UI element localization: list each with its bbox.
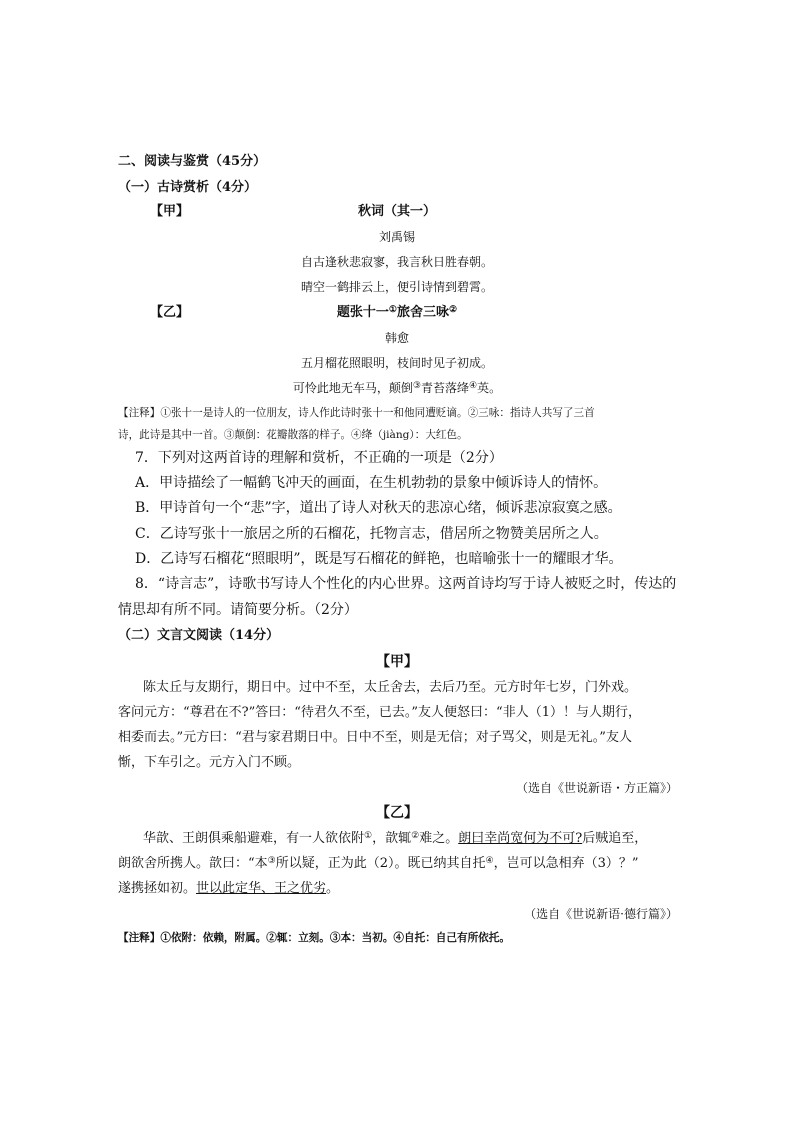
poem-notes-line-2: 诗，此诗是其中一首。③颠倒：花瓣散落的样子。④绛（jiàng）：大红色。 <box>118 429 468 441</box>
text-a-line-1: 陈太丘与友期行，期日中。过中不至，太丘舍去，去后乃至。元方时年七岁，门外戏。 <box>143 680 638 695</box>
text-b-source: （选自《世说新语·德行篇》） <box>524 907 678 921</box>
poem-a-author: 刘禹锡 <box>378 230 415 244</box>
poem-a-tag: 【甲】 <box>150 204 190 219</box>
part2-heading: （二）文言文阅读（14分） <box>118 628 280 643</box>
poem-b-author: 韩愈 <box>384 331 409 345</box>
text-b-line-1: 华歆、王朗俱乘船避难，有一人欲依附①，歆辄②难之。朗曰幸尚宽何为不可?后贼追至， <box>143 831 648 846</box>
text-a-line-2: 客问元方：“尊君在不?”答曰：“待君久不至，已去。”友人便怒曰：“非人（1）！与人期行， <box>118 705 641 720</box>
poem-a-line-1: 自古逢秋悲寂寥，我言秋日胜春朝。 <box>300 255 493 269</box>
text-a-line-3: 相委而去。”元方曰：“君与家君期日中。日中不至，则是无信；对子骂父，则是无礼。”友人 <box>118 730 632 745</box>
q7-option-d: D．乙诗写石榴花“照眼明”，既是写石榴花的鲜艳，也暗喻张十一的耀眼才华。 <box>135 551 623 567</box>
q7-option-a: A．甲诗描绘了一幅鹤飞冲天的画面，在生机勃勃的景象中倾诉诗人的情怀。 <box>135 475 608 491</box>
poem-a-line-2: 晴空一鹤排云上，便引诗情到碧霄。 <box>300 280 493 294</box>
text-b-line-2: 朗欲舍所携人。歆曰：“本③所以疑，正为此（2）。既已纳其自托④，岂可以急相弃（3）？” <box>118 856 639 871</box>
q8-line-1: 8．“诗言志”，诗歌书写诗人个性化的内心世界。这两首诗均写于诗人被贬之时，传达的 <box>135 576 677 592</box>
text-a-source: （选自《世说新语・方正篇》） <box>515 781 678 795</box>
q7-option-c: C．乙诗写张十一旅居之所的石榴花，托物言志，借居所之物赞美居所之人。 <box>135 526 608 542</box>
section-heading: 二、阅读与鉴赏（45分） <box>118 154 267 169</box>
text-notes: 【注释】①依附：依赖，附属。②辄：立刻。③本：当初。④自托：自己有所依托。 <box>118 932 510 944</box>
poem-a-title: 秋词（其一） <box>357 204 436 219</box>
text-a-line-4: 惭，下车引之。元方入门不顾。 <box>118 755 301 770</box>
text-b-tag: 【乙】 <box>376 805 418 821</box>
poem-b-tag: 【乙】 <box>150 305 190 320</box>
poem-notes-line-1: 【注释】①张十一是诗人的一位朋友，诗人作此诗时张十一和他同遭贬谪。②三咏：指诗人共写了三首 <box>118 407 595 419</box>
q8-line-2: 情思却有所不同。请简要分析。（2分） <box>118 602 358 618</box>
part1-heading: （一）古诗赏析（4分） <box>118 180 258 195</box>
text-b-line-3: 遂携拯如初。世以此定华、王之优劣。 <box>118 881 340 896</box>
poem-b-line-2: 可怜此地无车马，颠倒③青苔落绛④英。 <box>292 381 502 395</box>
underlined-sentence-2: 世以此定华、王之优劣 <box>196 881 327 896</box>
q7-option-b: B．甲诗首句一个“悲”字，道出了诗人对秋天的悲凉心绪，倾诉悲凉寂寞之感。 <box>135 500 622 516</box>
q7-stem: 7．下列对这两首诗的理解和赏析，不正确的一项是（2分） <box>135 450 503 466</box>
poem-b-line-1: 五月榴花照眼明，枝间时见子初成。 <box>300 356 493 370</box>
poem-b-title: 题张十一①旅舍三咏② <box>336 305 458 320</box>
text-a-tag: 【甲】 <box>376 654 418 670</box>
underlined-sentence-1: 朗曰幸尚宽何为不可? <box>458 831 583 846</box>
